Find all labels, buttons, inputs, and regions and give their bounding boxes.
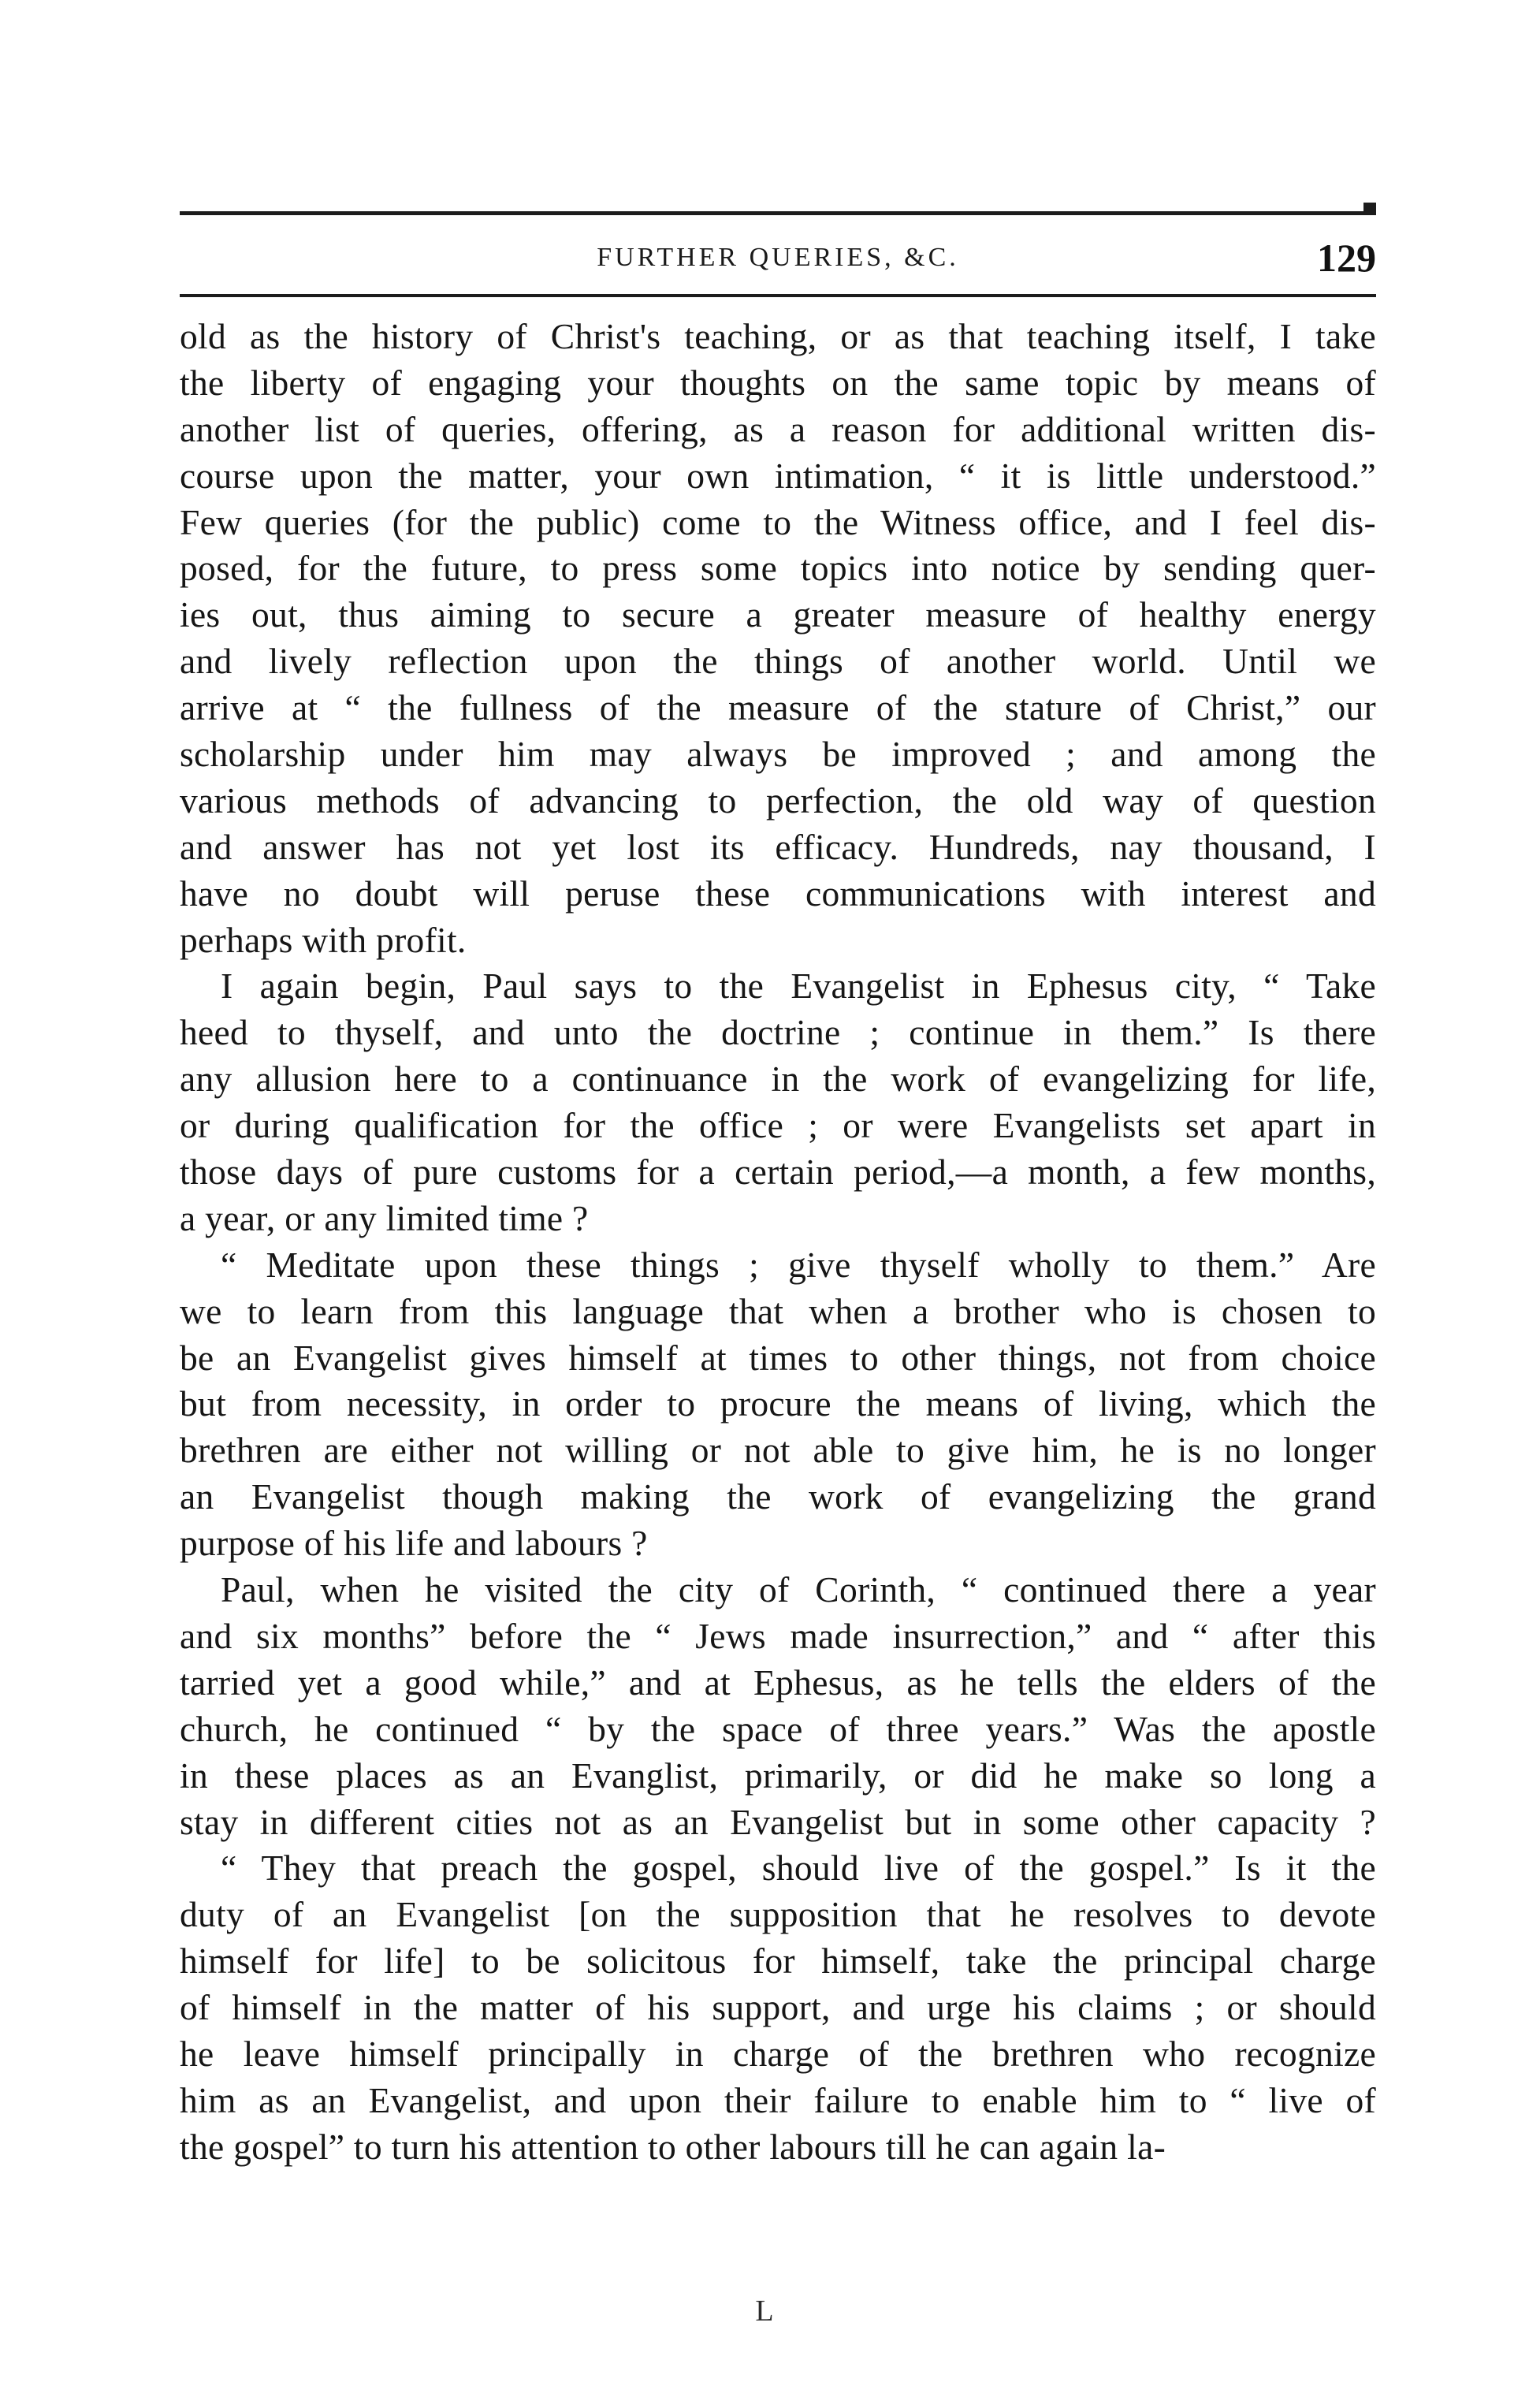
page-header (180, 230, 1376, 285)
text-line: the liberty of engaging your thoughts on the same topic by means of (180, 362, 1376, 403)
text-line: the gospel” to turn his attention to other labours till he can again la- (180, 2126, 1166, 2167)
header-rule-end-mark (1363, 203, 1376, 212)
text-line: an Evangelist though making the work of evangelizing the grand (180, 1476, 1376, 1517)
text-line: or during qualification for the office ; or were Evangelists set apart in (180, 1105, 1376, 1146)
text-line: have no doubt will peruse these communications with interest and (180, 873, 1376, 914)
running-head: FURTHER QUERIES, &C. (597, 243, 959, 272)
text-line: various methods of advancing to perfection, the old way of question (180, 780, 1376, 821)
header-top-rule (180, 211, 1376, 215)
text-line: and lively reflection upon the things of another world. Until we (180, 641, 1376, 682)
text-line: but from necessity, in order to procure the means of living, which the (180, 1383, 1376, 1424)
text-line: brethren are either not willing or not able to give him, he is no longer (180, 1430, 1376, 1471)
text-line: any allusion here to a continuance in the work of evangelizing for life, (180, 1059, 1376, 1100)
text-line: Paul, when he visited the city of Corinth, “ continued there a year (221, 1569, 1376, 1610)
text-line: him as an Evangelist, and upon their failure to enable him to “ live of (180, 2079, 1376, 2120)
text-line: of himself in the matter of his support, and urge his claims ; or should (180, 1987, 1376, 2028)
text-line: and answer has not yet lost its efficacy. Hundreds, nay thousand, I (180, 826, 1376, 867)
text-line: tarried yet a good while,” and at Ephesus, as he tells the elders of the (180, 1662, 1376, 1703)
text-line: in these places as an Evanglist, primarily, or did he make so long a (180, 1755, 1376, 1796)
text-line: I again begin, Paul says to the Evangelist in Ephesus city, “ Take (221, 966, 1376, 1007)
body-text (180, 314, 1376, 2171)
text-line: course upon the matter, your own intimation, “ it is little understood.” (180, 455, 1376, 496)
text-line: arrive at “ the fullness of the measure of the stature of Christ,” our (180, 687, 1376, 728)
text-line: those days of pure customs for a certain period,—a month, a few months, (180, 1152, 1376, 1193)
text-line: duty of an Evangelist [on the supposition that he resolves to devote (180, 1894, 1376, 1935)
text-line: we to learn from this language that when a brother who is chosen to (180, 1290, 1376, 1331)
text-line: perhaps with profit. (180, 919, 467, 960)
text-line: “ Meditate upon these things ; give thyself wholly to them.” Are (221, 1244, 1376, 1285)
text-line: a year, or any limited time ? (180, 1197, 589, 1238)
header-bottom-rule (180, 294, 1376, 297)
text-line: church, he continued “ by the space of three years.” Was the apostle (180, 1708, 1376, 1749)
text-line: another list of queries, offering, as a reason for additional written dis- (180, 408, 1376, 449)
text-line: ies out, thus aiming to secure a greater measure of healthy energy (180, 594, 1376, 635)
text-line: stay in different cities not as an Evangelist but in some other capacity ? (180, 1801, 1376, 1842)
text-line: and six months” before the “ Jews made insurrection,” and “ after this (180, 1615, 1376, 1656)
text-line: old as the history of Christ's teaching, or as that teaching itself, I take (180, 316, 1376, 356)
text-line: be an Evangelist gives himself at times to other things, not from choice (180, 1337, 1376, 1378)
page-number: 129 (1317, 236, 1376, 280)
text-line: heed to thyself, and unto the doctrine ; continue in them.” Is there (180, 1012, 1376, 1053)
text-line: scholarship under him may always be improved ; and among the (180, 734, 1376, 775)
text-line: himself for life] to be solicitous for himself, take the principal charge (180, 1941, 1376, 1982)
text-line: purpose of his life and labours ? (180, 1523, 648, 1564)
text-line: Few queries (for the public) come to the Witness office, and I feel dis- (180, 501, 1376, 542)
text-line: he leave himself principally in charge of the brethren who recognize (180, 2033, 1376, 2074)
signature-mark: L (755, 2294, 774, 2328)
text-line: posed, for the future, to press some topics into notice by sending quer- (180, 548, 1376, 589)
text-line: “ They that preach the gospel, should live of the gospel.” Is it the (221, 1848, 1376, 1889)
